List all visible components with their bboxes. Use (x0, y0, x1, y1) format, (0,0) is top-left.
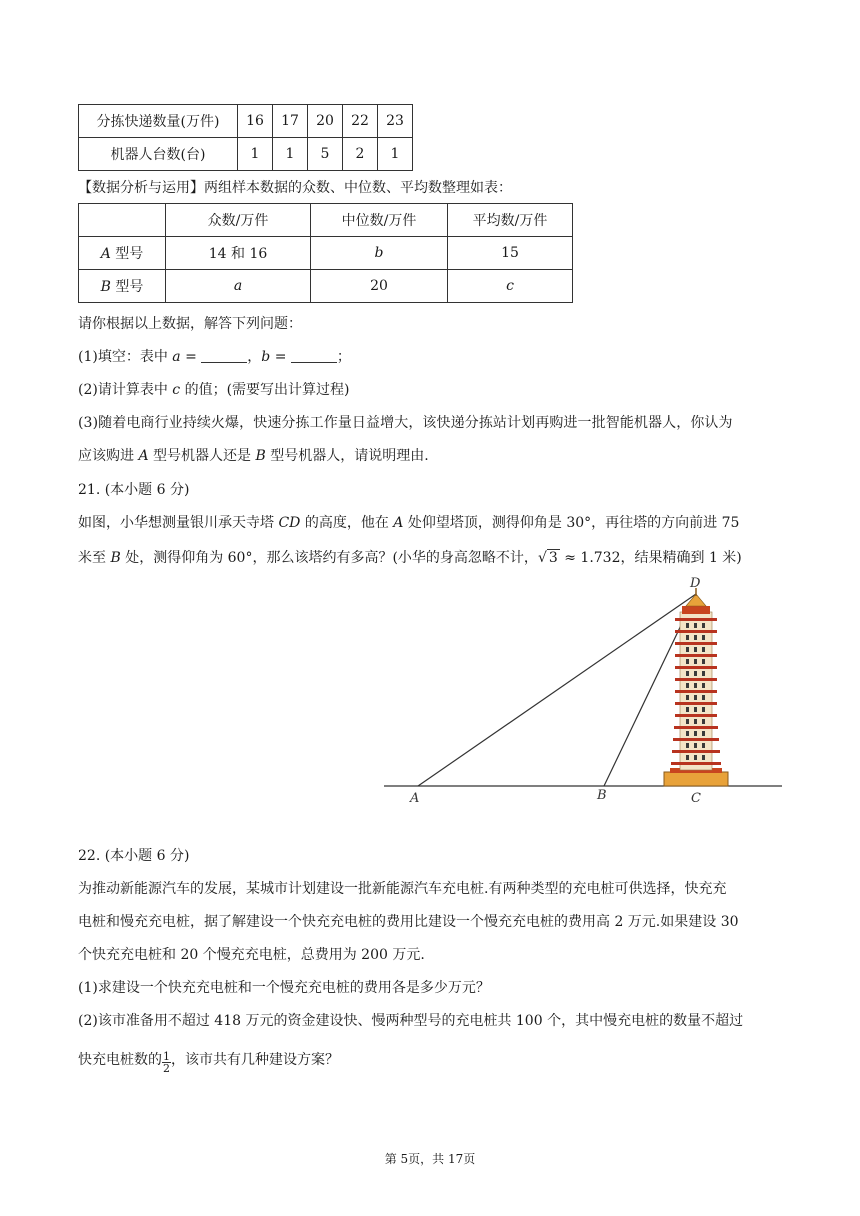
q22-part2-line1: (2)该市准备用不超过 418 万元的资金建设快、慢两种型号的充电桩共 100 个，其中慢充电桩的数量不超过 (78, 1013, 744, 1029)
table-cell: 中位数/万件 (311, 204, 448, 237)
radicand: 3 (548, 550, 558, 566)
analysis-heading: 【数据分析与运用】两组样本数据的众数、中位数、平均数整理如表： (78, 180, 512, 196)
model-letter: B (100, 279, 111, 295)
table-cell: 1 (273, 138, 308, 171)
var-B: B (110, 550, 121, 566)
sqrt-expression: √ 3 (537, 550, 558, 566)
point-label-B: B (597, 788, 607, 803)
text: ，该市共有几种建设方案？ (171, 1052, 339, 1068)
var-B: B (255, 448, 266, 464)
q20-part3-line1: (3)随着电商行业持续火爆，快速分拣工作量日益增大，该快递分拣站计划再购进一批智能机器人，你认为 (78, 415, 733, 431)
answer-blank (201, 348, 247, 363)
table-cell: 22 (343, 105, 378, 138)
point-label-C: C (691, 791, 701, 806)
fraction-numerator: 1 (163, 1050, 170, 1063)
table-cell: 20 (308, 105, 343, 138)
text: = (270, 349, 291, 365)
text: 快充电桩数的 (78, 1052, 162, 1068)
q21-line2 (78, 548, 742, 568)
text: (1)填空：表中 (78, 349, 173, 365)
fraction (162, 1051, 171, 1074)
text: ， (247, 349, 262, 365)
text: 处仰望塔顶，测得仰角是 30°，再往塔的方向前进 75 (403, 515, 740, 531)
text: 型号机器人还是 (148, 448, 256, 464)
var-A: A (138, 448, 149, 464)
text: 米至 (78, 550, 111, 566)
statistics-table (78, 203, 573, 303)
table-cell: 众数/万件 (166, 204, 311, 237)
table-row (79, 204, 573, 237)
q20-part1 (78, 347, 351, 367)
text: 型号机器人，请说明理由. (265, 448, 429, 464)
table-cell: 15 (448, 237, 573, 270)
point-label-D: D (690, 576, 701, 591)
text: ≈ 1.732，结果精确到 1 米) (559, 550, 742, 566)
text: 处，测得仰角为 60°，那么该塔约有多高？(小华的身高忽略不计， (120, 550, 538, 566)
q22-part2-line2 (78, 1050, 339, 1074)
table-cell: 1 (238, 138, 273, 171)
model-suffix: 型号 (110, 279, 144, 295)
q22-line1: 为推动新能源汽车的发展，某城市计划建设一批新能源汽车充电桩.有两种类型的充电桩可供选择，快充充 (78, 881, 727, 897)
q20-part3-line2 (78, 446, 429, 466)
table-cell: 平均数/万件 (448, 204, 573, 237)
answer-blank (291, 348, 337, 363)
text: (2)请计算表中 (78, 382, 173, 398)
table-cell (79, 237, 166, 270)
text: 的值；(需要写出计算过程) (180, 382, 350, 398)
pagoda-icon (664, 588, 728, 786)
text: ； (336, 349, 351, 365)
table-cell: 分拣快递数量(万件) (79, 105, 238, 138)
text: = (180, 349, 202, 365)
table-cell: 17 (273, 105, 308, 138)
table-row (79, 237, 573, 270)
var-CD: CD (278, 515, 301, 531)
q22-line3: 个快充充电桩和 20 个慢充充电桩，总费用为 200 万元. (78, 947, 425, 963)
table-cell: 机器人台数(台) (79, 138, 238, 171)
table-cell: c (448, 270, 573, 303)
model-suffix: 型号 (110, 246, 144, 262)
model-letter: A (100, 246, 111, 262)
q22-part1: (1)求建设一个快充充电桩和一个慢充充电桩的费用各是多少万元？ (78, 980, 490, 996)
text: 如图，小华想测量银川承天寺塔 (78, 515, 279, 531)
sorting-quantity-table (78, 104, 413, 171)
q22-line2: 电桩和慢充充电桩，据了解建设一个快充充电桩的费用比建设一个慢充充电桩的费用高 2 万元.如果建设 30 (78, 914, 739, 930)
point-label-A: A (410, 791, 420, 806)
table-cell: 16 (238, 105, 273, 138)
table-cell: 14 和 16 (166, 237, 311, 270)
table-cell: a (166, 270, 311, 303)
q20-intro: 请你根据以上数据，解答下列问题： (78, 316, 302, 332)
var-c: c (172, 382, 181, 398)
var-A: A (393, 515, 404, 531)
var-a: a (172, 349, 181, 365)
pagoda-figure (380, 572, 784, 808)
text: 应该购进 (78, 448, 139, 464)
table-cell: 1 (378, 138, 413, 171)
table-cell: 5 (308, 138, 343, 171)
q21-line1 (78, 513, 739, 533)
table-row (79, 105, 413, 138)
text: 的高度，他在 (300, 515, 394, 531)
table-row (79, 138, 413, 171)
q21-title: 21. (本小题 6 分) (78, 482, 190, 498)
table-row (79, 270, 573, 303)
page-footer: 第 5页，共 17页 (384, 1152, 476, 1166)
table-cell: 20 (311, 270, 448, 303)
var-b: b (261, 349, 271, 365)
q20-part2 (78, 380, 350, 400)
q22-title: 22. (本小题 6 分) (78, 848, 190, 864)
table-cell: 23 (378, 105, 413, 138)
table-cell: 2 (343, 138, 378, 171)
table-cell (79, 204, 166, 237)
table-cell: b (311, 237, 448, 270)
sight-line-AD (418, 594, 696, 786)
table-cell (79, 270, 166, 303)
fraction-denominator: 2 (163, 1062, 170, 1075)
